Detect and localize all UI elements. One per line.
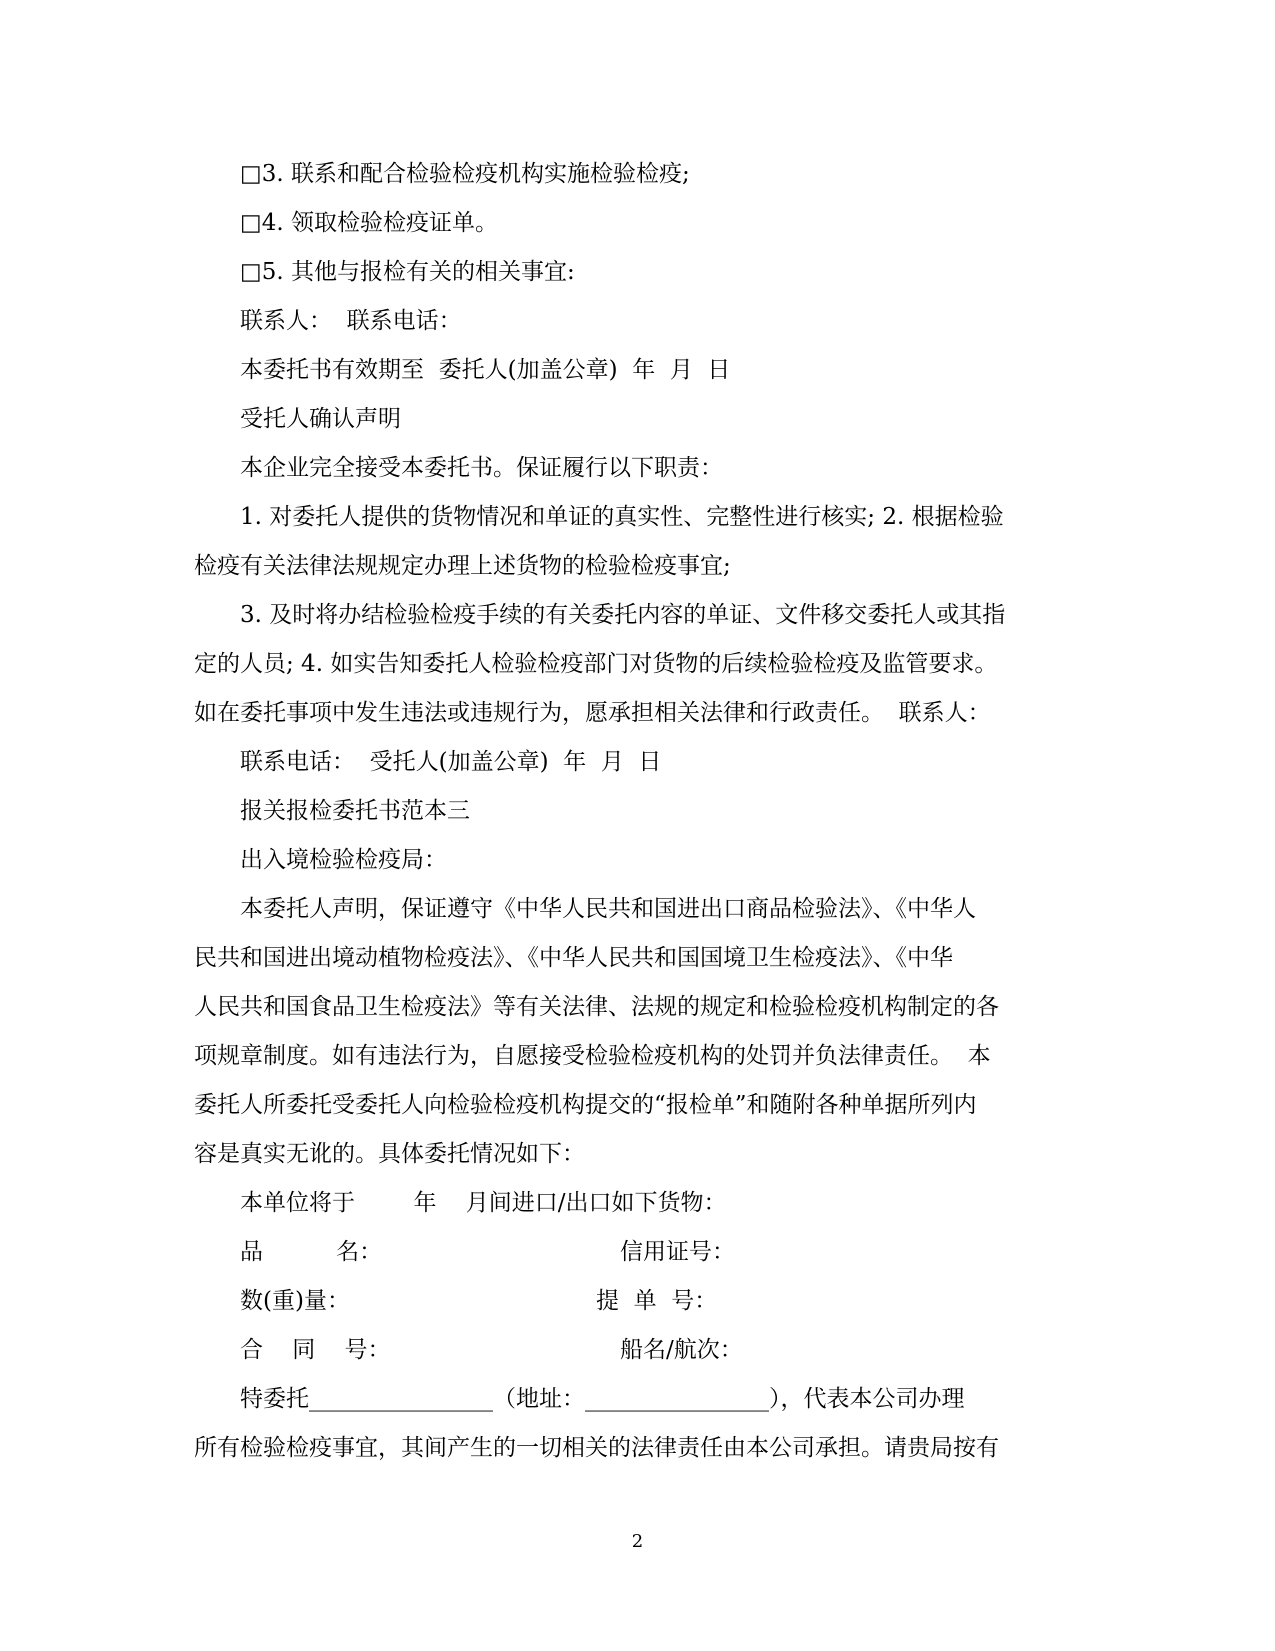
quantity-label: 数(重)量： (240, 1288, 350, 1314)
product-name-label: 品 名： (240, 1239, 383, 1265)
contract-no-label: 合 同 号： (240, 1337, 391, 1363)
contact-line: 联系人： 联系电话： (240, 308, 462, 334)
credit-no-label: 信用证号： (620, 1239, 735, 1265)
field-row (194, 1326, 1074, 1375)
paragraph-line: 人民共和国食品卫生检疫法》等有关法律、法规的规定和检验检疫机构制定的各 (194, 994, 999, 1020)
paragraph-line: 本委托人声明，保证遵守《中华人民共和国进出口商品检验法》、《中华人 (240, 896, 976, 922)
item-3-line: □3. 联系和配合检验检疫机构实施检验检疫; (240, 161, 690, 187)
section-heading-confirmation: 受托人确认声明 (240, 406, 401, 432)
paragraph-line: 容是真实无讹的。具体委托情况如下： (194, 1141, 585, 1167)
field-row (194, 1277, 1074, 1326)
section-heading-template-3: 报关报检委托书范本三 (240, 798, 470, 824)
paragraph-line: 民共和国进出境动植物检疫法》、《中华人民共和国国境卫生检疫法》、《中华 (194, 945, 953, 971)
item-4-line: □4. 领取检验检疫证单。 (240, 210, 498, 236)
bill-no-label: 提 单 号： (596, 1288, 718, 1314)
paragraph-line: 定的人员; 4. 如实告知委托人检验检疫部门对货物的后续检验检疫及监管要求。 (194, 651, 998, 677)
item-5-line: □5. 其他与报检有关的相关事宜: (240, 259, 575, 285)
page-number: 2 (631, 1531, 644, 1552)
paragraph-line: 1. 对委托人提供的货物情况和单证的真实性、完整性进行核实; 2. 根据检验 (240, 504, 1004, 530)
document-body (194, 150, 1074, 1473)
signature-line: 联系电话： 受托人(加盖公章) 年 月 日 (240, 749, 662, 775)
field-row (194, 1228, 1074, 1277)
paragraph-line: 3. 及时将办结检验检疫手续的有关委托内容的单证、文件移交委托人或其指 (240, 602, 1006, 628)
paragraph-line: 项规章制度。如有违法行为，自愿接受检验检疫机构的处罚并负法律责任。 本 (194, 1043, 991, 1069)
paragraph-line: 所有检验检疫事宜，其间产生的一切相关的法律责任由本公司承担。请贵局按有 (194, 1435, 999, 1461)
goods-intro-line: 本单位将于 年 月间进口/出口如下货物： (240, 1190, 727, 1216)
entrust-line: 特委托________________（地址：________________），代表本公司办理 (240, 1386, 965, 1412)
addressee-line: 出入境检验检疫局： (240, 847, 447, 873)
vessel-label: 船名/航次： (620, 1337, 743, 1363)
validity-line: 本委托书有效期至 委托人(加盖公章) 年 月 日 (240, 357, 731, 383)
paragraph-line: 委托人所委托受委托人向检验检疫机构提交的“报检单”和随附各种单据所列内 (194, 1092, 977, 1118)
paragraph-line: 如在委托事项中发生违法或违规行为，愿承担相关法律和行政责任。 联系人： (194, 700, 991, 726)
paragraph-line: 检疫有关法律法规规定办理上述货物的检验检疫事宜; (194, 553, 731, 579)
paragraph-line: 本企业完全接受本委托书。保证履行以下职责： (240, 455, 723, 481)
